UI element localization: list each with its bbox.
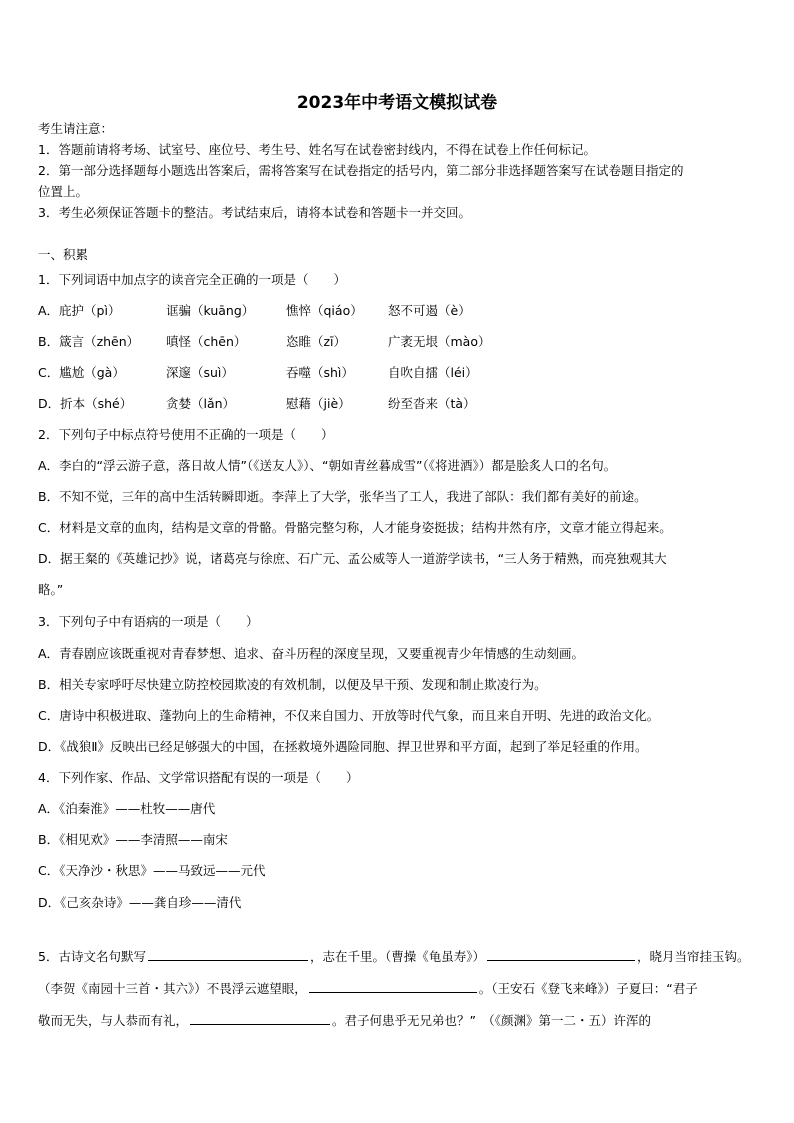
option-part: B．箴言（zhēn） xyxy=(38,334,140,349)
question-3-option-d[interactable]: D．《战狼Ⅱ》反映出已经足够强大的中国，在拯救境外遇险同胞、捍卫世界和平方面，起到了举足轻重的作用。 xyxy=(38,739,648,754)
question-5-line-2 xyxy=(38,979,698,997)
option-part: 怒不可遏（è） xyxy=(388,303,471,318)
section-heading: 一、积累 xyxy=(38,247,89,262)
answer-blank[interactable] xyxy=(487,947,635,961)
notice-item: 位置上。 xyxy=(38,184,89,199)
question-1-option-d[interactable] xyxy=(38,396,758,412)
question-1-option-b[interactable] xyxy=(38,334,758,350)
option-part: D．折本（shé） xyxy=(38,396,133,411)
notice-heading: 考生请注意： xyxy=(38,121,114,136)
question-5-line-1 xyxy=(38,947,750,965)
question-4-option-b[interactable]: B．《相见欢》——李清照——南宋 xyxy=(38,832,228,847)
question-5-text: ，晓月当帘挂玉钩。 xyxy=(636,949,750,964)
option-part: 广袤无垠（mào） xyxy=(388,334,491,349)
question-1-stem: 1．下列词语中加点字的读音完全正确的一项是（ ） xyxy=(38,272,346,287)
question-5-line-3 xyxy=(38,1011,651,1029)
option-part: 嗔怪（chēn） xyxy=(166,334,247,349)
option-part: 慰藉（jiè） xyxy=(286,396,351,411)
question-5-text: 。（王安石《登飞来峰》）子夏曰：“君子 xyxy=(478,981,698,996)
question-2-option-c[interactable]: C．材料是文章的血肉，结构是文章的骨骼。骨骼完整匀称，人才能身姿挺拔；结构井然有序，文章才能立得起来。 xyxy=(38,520,672,535)
question-3-option-a[interactable]: A．青春剧应该既重视对青春梦想、追求、奋斗历程的深度呈现，又要重视青少年情感的生动刻画。 xyxy=(38,646,585,661)
option-part: 憔悴（qiáo） xyxy=(286,303,363,318)
question-4-option-d[interactable]: D．《己亥杂诗》——龚自珍——清代 xyxy=(38,895,242,910)
question-2-stem: 2．下列句子中标点符号使用不正确的一项是（ ） xyxy=(38,427,334,442)
question-4-option-c[interactable]: C．《天净沙・秋思》——马致远——元代 xyxy=(38,863,266,878)
question-4-stem: 4．下列作家、作品、文学常识搭配有误的一项是（ ） xyxy=(38,770,359,785)
question-5-text: （李贺《南园十三首・其六》）不畏浮云遮望眼， xyxy=(38,981,307,996)
option-part: C．尴尬（gà） xyxy=(38,365,125,380)
question-3-stem: 3．下列句子中有语病的一项是（ ） xyxy=(38,614,259,629)
question-4-option-a[interactable]: A．《泊秦淮》——杜牧——唐代 xyxy=(38,801,216,816)
answer-blank[interactable] xyxy=(190,1011,330,1025)
question-1-option-a[interactable] xyxy=(38,303,758,319)
question-2-option-d-cont: 略。” xyxy=(38,582,64,597)
option-part: 吞噬（shì） xyxy=(286,365,354,380)
notice-item: 3．考生必须保证答题卡的整洁。考试结束后，请将本试卷和答题卡一并交回。 xyxy=(38,205,471,220)
question-5-text: 5．古诗文名句默写 xyxy=(38,949,146,964)
question-3-option-b[interactable]: B．相关专家呼吁尽快建立防控校园欺凌的有效机制，以便及早干预、发现和制止欺凌行为。 xyxy=(38,677,547,692)
option-part: 诓骗（kuāng） xyxy=(166,303,255,318)
option-part: 恣睢（zī） xyxy=(286,334,347,349)
question-5-text: 敬而无失，与人恭而有礼， xyxy=(38,1013,189,1028)
option-part: A．庇护（pì） xyxy=(38,303,121,318)
notice-item: 2．第一部分选择题每小题选出答案后，需将答案写在试卷指定的括号内，第二部分非选择题答案写在试卷题目指定的 xyxy=(38,163,684,178)
question-2-option-a[interactable]: A．李白的“浮云游子意，落日故人情”（《送友人》）、“朝如青丝暮成雪”（《将进酒》）都是脍炙人口的名句。 xyxy=(38,458,617,473)
option-part: 纷至沓来（tà） xyxy=(388,396,476,411)
answer-blank[interactable] xyxy=(309,979,477,993)
question-1-option-c[interactable] xyxy=(38,365,758,381)
question-2-option-d[interactable]: D．据王粲的《英雄记抄》说，诸葛亮与徐庶、石广元、孟公威等人一道游学读书，“三人务于精熟，而亮独观其大 xyxy=(38,551,667,566)
answer-blank[interactable] xyxy=(148,947,308,961)
question-2-option-b[interactable]: B．不知不觉，三年的高中生活转瞬即逝。李萍上了大学，张华当了工人，我进了部队：我们都有美好的前途。 xyxy=(38,489,647,504)
option-part: 自吹自擂（léi） xyxy=(388,365,478,380)
option-part: 深邃（suì） xyxy=(166,365,234,380)
question-3-option-c[interactable]: C．唐诗中积极进取、蓬勃向上的生命精神，不仅来自国力、开放等时代气象，而且来自开明、先进的政治文化。 xyxy=(38,708,660,723)
page-title: 2023年中考语文模拟试卷 xyxy=(296,93,498,113)
question-5-text: 。君子何患乎无兄弟也？” （《颜渊》第一二・五）许浑的 xyxy=(332,1013,651,1028)
option-part: 贪婪（lǎn） xyxy=(166,396,236,411)
question-5-text: ，志在千里。（曹操《龟虽寿》） xyxy=(309,949,485,964)
notice-item: 1．答题前请将考场、试室号、座位号、考生号、姓名写在试卷密封线内，不得在试卷上作任何标记。 xyxy=(38,142,596,157)
